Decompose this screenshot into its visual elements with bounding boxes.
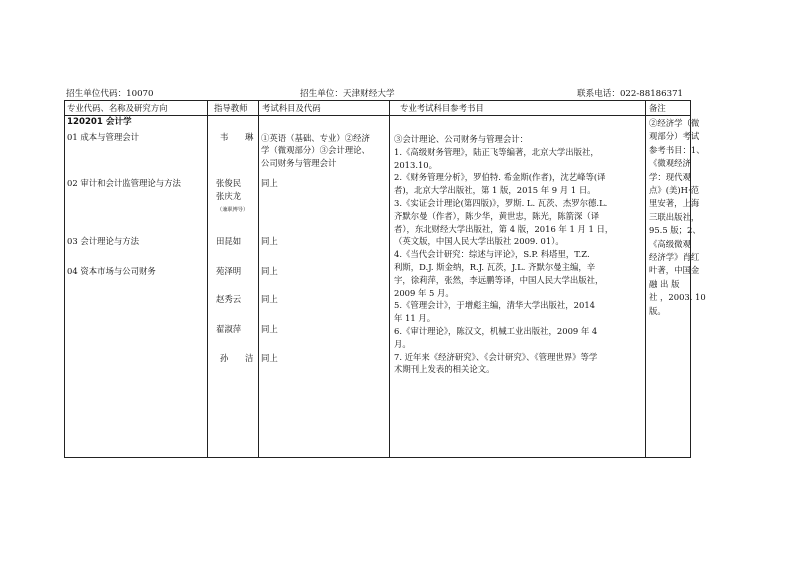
exam-subjects bbox=[261, 132, 370, 169]
remark-line: 《高级微观 bbox=[649, 238, 691, 249]
book-line: 者)，北京大学出版社，第 1 版，2015 年 9 月 1 日。 bbox=[394, 185, 596, 196]
contact-phone: 联系电话：022-88186371 bbox=[577, 89, 684, 99]
remark-line: 三联出版社， bbox=[649, 211, 700, 222]
exam-line: 公司财务与管理会计 bbox=[261, 157, 337, 168]
remark-text bbox=[649, 117, 706, 318]
book-line: 2009 年 5 月。 bbox=[394, 287, 454, 298]
remark-line: 《微观经济 bbox=[649, 158, 691, 169]
remark-line: 社 ，2003. 10 bbox=[649, 292, 706, 303]
exam-same: 同上 bbox=[261, 353, 278, 363]
advisor-name: 田昆如 bbox=[216, 236, 242, 246]
direction-item: 04 资本市场与公司财务 bbox=[67, 266, 156, 276]
enrollment-unit: 招生单位：天津财经大学 bbox=[300, 89, 395, 99]
reference-books bbox=[394, 133, 613, 376]
book-line: （英文版，中国人民大学出版社 2009. 01）。 bbox=[394, 236, 564, 247]
book-line: 1.《高级财务管理》，陆正飞等编著，北京大学出版社， bbox=[394, 146, 599, 157]
book-line: 年 11 月。 bbox=[394, 313, 436, 324]
remark-line: 学：现代观 bbox=[649, 171, 691, 182]
book-line: ③会计理论、公司财务与管理会计： bbox=[394, 134, 528, 144]
exam-same: 同上 bbox=[261, 294, 278, 304]
column-divider bbox=[207, 101, 208, 457]
book-line: 齐默尔曼（作者），陈少华，黄世忠，陈光，陈箭深（译 bbox=[394, 210, 600, 221]
remark-line: 叶著，中国金 bbox=[649, 265, 700, 276]
direction-item: 03 会计理论与方法 bbox=[67, 236, 139, 246]
exam-line: 学（微观部分）③会计理论、 bbox=[261, 145, 370, 156]
book-line: 月。 bbox=[394, 338, 411, 349]
exam-same: 同上 bbox=[261, 178, 278, 188]
exam-line: ①英语（基础、专业）②经济 bbox=[261, 133, 370, 143]
book-line: 4.《当代会计研究：综述与评论》，S.P. 科塔里，T.Z. bbox=[394, 249, 590, 260]
col-header-exam: 考试科目及代码 bbox=[262, 103, 321, 113]
remark-line: 参考书目：1、 bbox=[649, 144, 705, 155]
book-line: 2013.10。 bbox=[394, 159, 438, 170]
book-line: 者），东北财经大学出版社，第 4 版，2016 年 1 月 1 日， bbox=[394, 223, 614, 234]
major-title: 120201 会计学 bbox=[67, 117, 132, 127]
advisor-name: 韦 琳 bbox=[220, 132, 261, 142]
remark-line: 95.5 版；2、 bbox=[649, 225, 701, 236]
header-row-divider bbox=[65, 115, 690, 116]
advisor-note: （兼职博导） bbox=[217, 207, 249, 213]
col-header-advisor: 指导教师 bbox=[214, 103, 248, 113]
remark-line: 融 出 版 bbox=[649, 278, 680, 289]
col-header-books: 专业考试科目参考书目 bbox=[400, 103, 484, 113]
advisor-name: 孙 洁 bbox=[220, 353, 261, 363]
advisor-name: 翟淑萍 bbox=[216, 324, 242, 334]
direction-item: 01 成本与管理会计 bbox=[67, 132, 139, 142]
book-line: 5.《管理会计》，于增彪主编，清华大学出版社，2014 bbox=[394, 300, 595, 311]
advisor-name: 苑泽明 bbox=[216, 266, 242, 276]
book-line: 术期刊上发表的相关论文。 bbox=[394, 364, 495, 375]
advisor-name: 张庆龙 bbox=[216, 191, 242, 201]
exam-same: 同上 bbox=[261, 236, 278, 246]
remark-line: 经济学》肖红 bbox=[649, 252, 700, 263]
remark-line: 版。 bbox=[649, 305, 666, 316]
enrollment-code: 招生单位代码：10070 bbox=[66, 89, 154, 99]
book-line: 宇，徐莉萍，张然，李远鹏等译，中国人民大学出版社， bbox=[394, 274, 604, 285]
book-line: 2.《财务管理分析》，罗伯特. 希金斯(作者)，沈艺峰等(译 bbox=[394, 172, 606, 183]
advisor-name: 赵秀云 bbox=[216, 294, 242, 304]
col-header-major: 专业代码、名称及研究方向 bbox=[67, 103, 168, 113]
catalog-table bbox=[64, 100, 706, 458]
book-line: 利斯，D.J. 斯金纳，R.J. 瓦茨，J.L. 齐默尔曼主编，辛 bbox=[394, 261, 596, 272]
exam-same: 同上 bbox=[261, 266, 278, 276]
advisor-name: 张俊民 bbox=[216, 178, 242, 188]
column-divider bbox=[258, 101, 259, 457]
book-line: 6.《审计理论》，陈汉文，机械工业出版社，2009 年 4 bbox=[394, 325, 598, 336]
remark-line: 里安著，上海 bbox=[649, 198, 700, 209]
remark-line: 观部分）考试 bbox=[649, 131, 700, 142]
remark-line: ②经济学（微 bbox=[649, 118, 700, 128]
col-header-remark: 备注 bbox=[649, 103, 666, 113]
remark-line: 点》(美)H·范 bbox=[649, 185, 700, 196]
column-divider bbox=[645, 101, 646, 457]
book-line: 3.《实证会计理论(第四版)》，罗斯. L. 瓦茨、杰罗尔德.L. bbox=[394, 197, 608, 208]
book-line: 7. 近年来《经济研究》、《会计研究》、《管理世界》等学 bbox=[394, 351, 598, 362]
column-divider bbox=[389, 101, 390, 457]
exam-same: 同上 bbox=[261, 324, 278, 334]
direction-item: 02 审计和会计监管理论与方法 bbox=[67, 178, 181, 188]
